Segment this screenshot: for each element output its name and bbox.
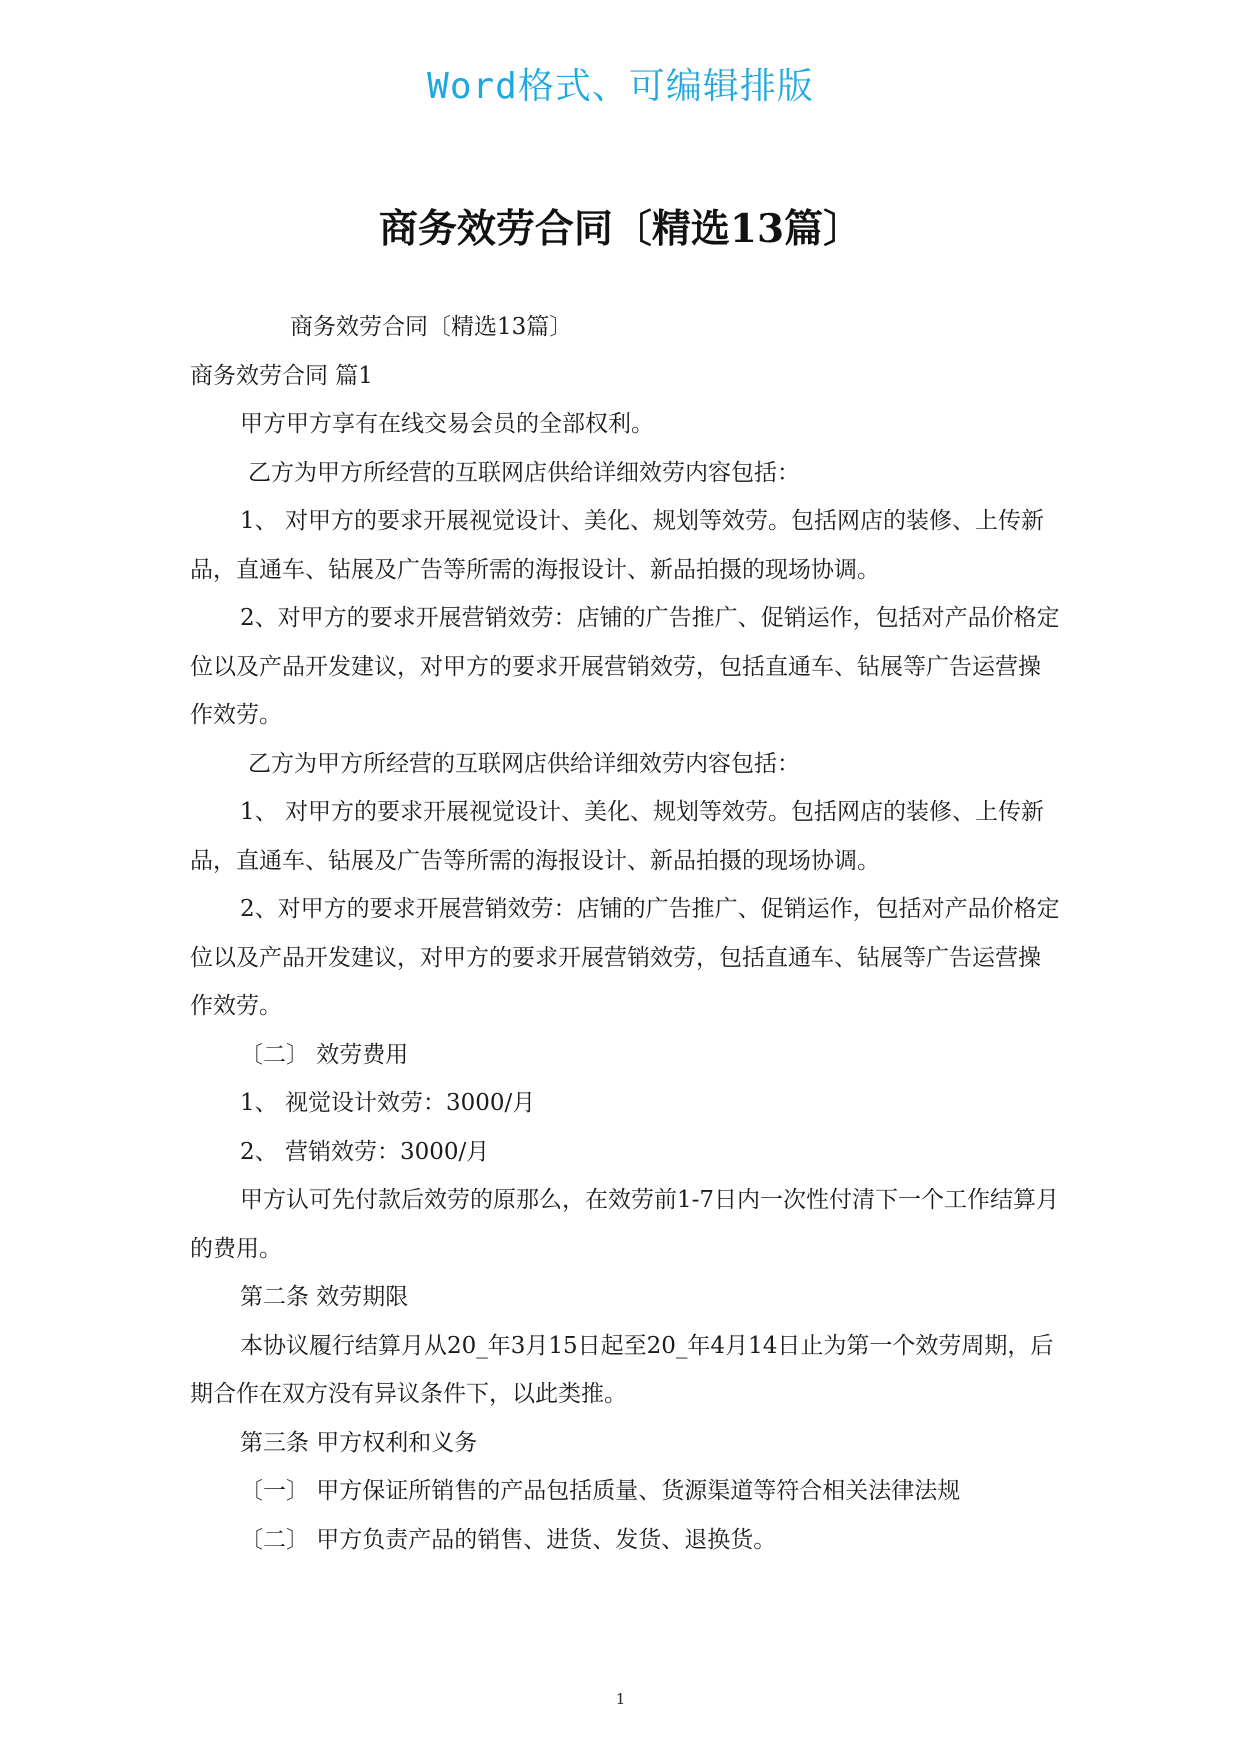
paragraph: 第二条 效劳期限 [240,1284,409,1310]
paragraph: 2、 营销效劳：3000/月 [240,1138,490,1165]
paragraph: 第三条 甲方权利和义务 [240,1429,478,1456]
paragraph: 〔一〕 甲方保证所销售的产品包括质量、货源渠道等符合相关法律法规 [240,1478,961,1504]
paragraph: 甲方甲方享有在线交易会员的全部权利。 [240,411,654,437]
paragraph: 1、 对甲方的要求开展视觉设计、美化、规划等效劳。包括网店的装修、上传新品，直通车、钻展及广告等所需的海报设计、新品拍摄的现场协调。 [190,799,1044,874]
paragraph-subtitle: 商务效劳合同〔精选13篇〕 [290,314,573,340]
paragraph: 2、对甲方的要求开展营销效劳：店铺的广告推广、促销运作，包括对产品价格定位以及产品开发建议，对甲方的要求开展营销效劳，包括直通车、钻展等广告运营操作效劳。 [190,605,1060,728]
paragraph: 1、 对甲方的要求开展视觉设计、美化、规划等效劳。包括网店的装修、上传新品，直通车、钻展及广告等所需的海报设计、新品拍摄的现场协调。 [190,508,1044,583]
paragraph: 1、 视觉设计效劳：3000/月 [240,1090,536,1116]
paragraph: 〔二〕 效劳费用 [240,1041,409,1068]
paragraph: 甲方认可先付款后效劳的原那么，在效劳前1-7日内一次性付清下一个工作结算月的费用。 [190,1187,1060,1262]
paragraph: 乙方为甲方所经营的互联网店供给详细效劳内容包括： [248,750,800,777]
paragraph: 乙方为甲方所经营的互联网店供给详细效劳内容包括： [248,459,800,486]
section-heading: 商务效劳合同 篇1 [190,362,373,389]
paragraph: 本协议履行结算月从20_年3月15日起至20_年4月14日止为第一个效劳周期，后期合作在双方没有异议条件下，以此类推。 [190,1332,1054,1407]
page-number: 1 [615,1690,626,1708]
watermark-header: Word格式、可编辑排版 [427,66,814,107]
document-title: 商务效劳合同〔精选13篇〕 [378,206,863,252]
paragraph: 〔二〕 甲方负责产品的销售、进货、发货、退换货。 [240,1526,777,1553]
document-body [190,303,1060,1564]
paragraph: 2、对甲方的要求开展营销效劳：店铺的广告推广、促销运作，包括对产品价格定位以及产品开发建议，对甲方的要求开展营销效劳，包括直通车、钻展等广告运营操作效劳。 [190,896,1060,1019]
